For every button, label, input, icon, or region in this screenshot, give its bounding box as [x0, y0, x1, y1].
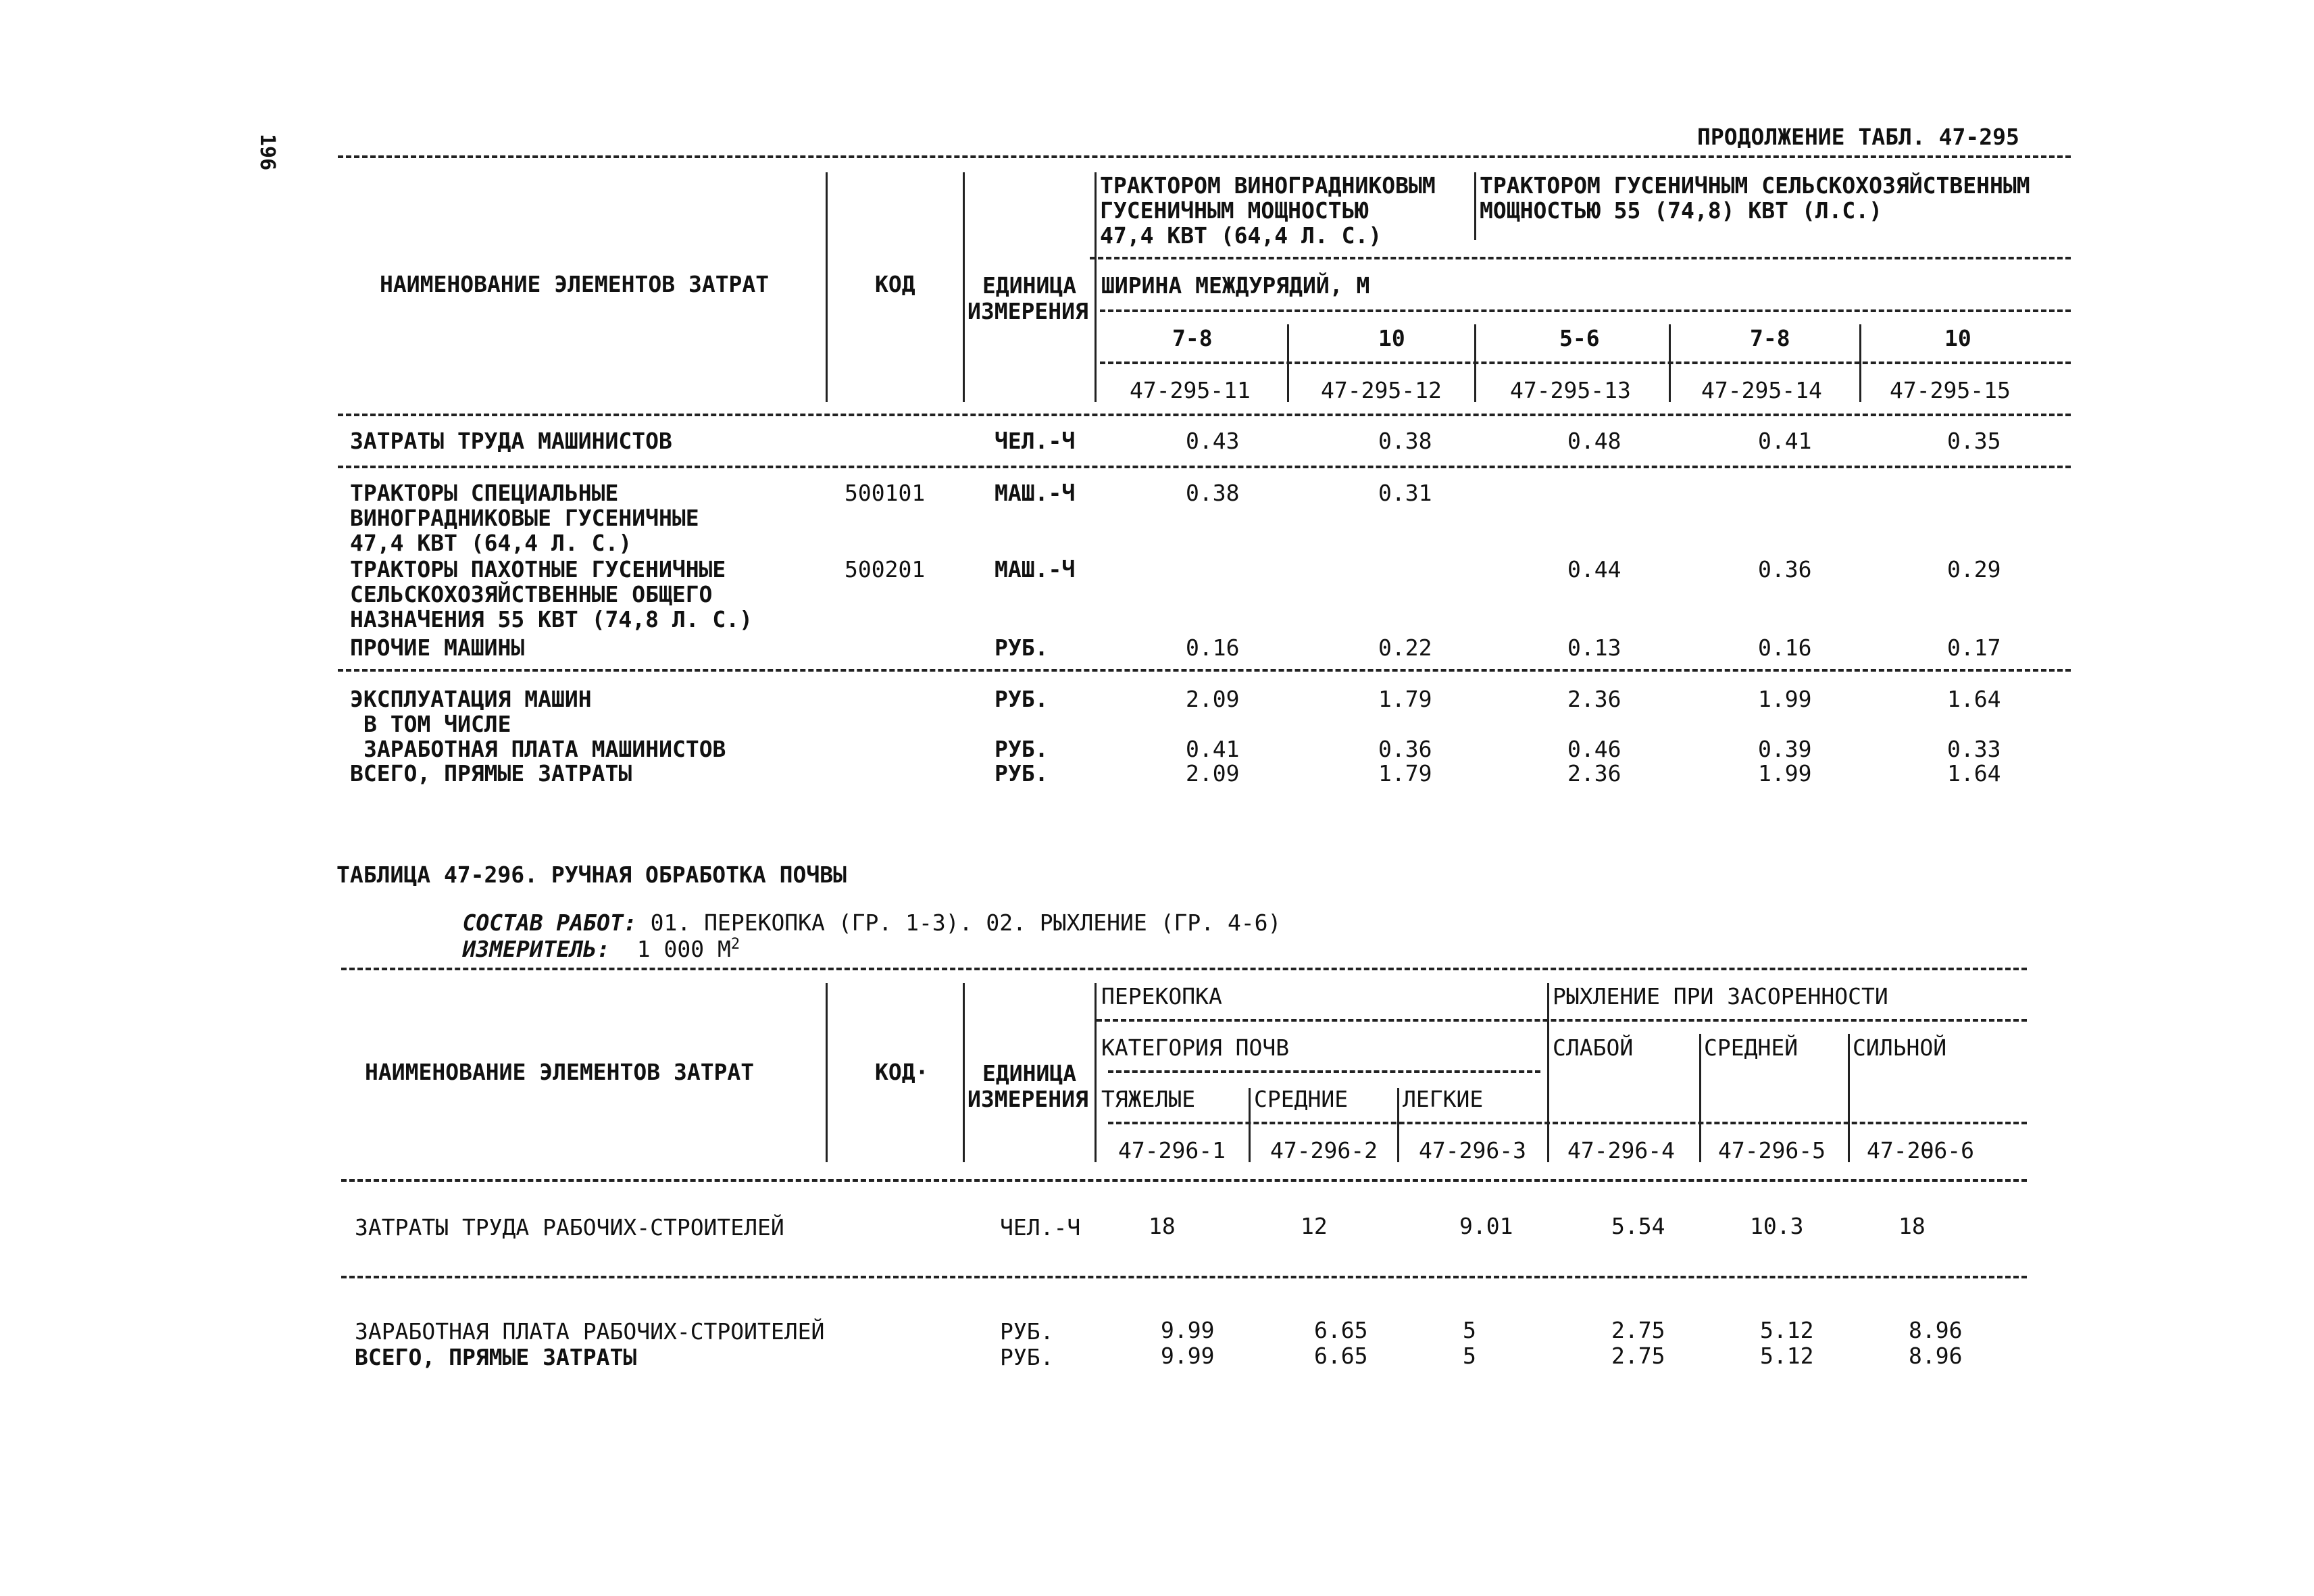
t2-group1: ПЕРЕКОПКА: [1101, 983, 1222, 1009]
t2-sostav-text: 01. ПЕРЕКОПКА (ГР. 1-3). 02. РЫХЛЕНИЕ (ГР. 4-6): [636, 909, 1282, 936]
t1-width-col5: 10: [1944, 325, 1971, 351]
t1-code-col1: 47-295-11: [1130, 377, 1251, 403]
t1-group2-line1: ТРАКТОРОМ ГУСЕНИЧНЫМ СЕЛЬСКОХОЗЯЙСТВЕННЫМ: [1480, 172, 2030, 199]
t1-code-col5: 47-295-15: [1890, 377, 2011, 403]
t2-soil-heavy: ТЯЖЕЛЫЕ: [1101, 1086, 1196, 1112]
t1-group1-line1: ТРАКТОРОМ ВИНОГРАДНИКОВЫМ: [1100, 172, 1436, 199]
t2-weed-strong: СИЛЬНОЙ: [1853, 1034, 1947, 1061]
t2-izm-sup: 2: [730, 936, 740, 953]
t1-group1-line3: 47,4 КВТ (64,4 Л. С.): [1100, 222, 1382, 249]
continuation-caption: ПРОДОЛЖЕНИЕ ТАБЛ. 47-295: [1697, 124, 2019, 150]
t1-header-name: НАИМЕНОВАНИЕ ЭЛЕМЕНТОВ ЗАТРАТ: [380, 271, 770, 297]
t1-header-unit-1: ЕДИНИЦА: [982, 272, 1077, 299]
t1-width-col1: 7-8: [1172, 325, 1213, 351]
t2-header-code: КОД·: [875, 1059, 929, 1085]
t2-izm-text: 1 000 М: [610, 936, 731, 962]
t1-width-col2: 10: [1378, 325, 1405, 351]
t2-weed-weak: СЛАБОЙ: [1553, 1034, 1634, 1061]
t2-code-col5: 47-296-5: [1718, 1137, 1826, 1164]
t2-code-col4: 47-296-4: [1567, 1137, 1675, 1164]
t2-header-unit-2: ИЗМЕРЕНИЯ: [967, 1086, 1088, 1112]
t1-header-code: КОД: [875, 271, 915, 297]
t1-header-unit-2: ИЗМЕРЕНИЯ: [967, 298, 1088, 324]
t2-code-col2: 47-296-2: [1270, 1137, 1378, 1164]
t2-title: ТАБЛИЦА 47-296. РУЧНАЯ ОБРАБОТКА ПОЧВЫ: [336, 862, 847, 888]
t2-header-unit-1: ЕДИНИЦА: [982, 1060, 1077, 1087]
t1-width-col4: 7-8: [1750, 325, 1790, 351]
t2-code-col1: 47-296-1: [1118, 1137, 1226, 1164]
t2-soil-category: КАТЕГОРИЯ ПОЧВ: [1101, 1034, 1290, 1061]
t1-group1-line2: ГУСЕНИЧНЫМ МОЩНОСТЬЮ: [1100, 197, 1369, 224]
t2-code-col3: 47-296-3: [1419, 1137, 1526, 1164]
t1-group2-line2: МОЩНОСТЬЮ 55 (74,8) КВТ (Л.С.): [1480, 197, 1883, 224]
t2-sostav-label: СОСТАВ РАБОТ:: [462, 909, 637, 936]
t2-group2: РЫХЛЕНИЕ ПРИ ЗАСОРЕННОСТИ: [1553, 983, 1888, 1009]
t2-soil-light: ЛЕГКИЕ: [1403, 1086, 1484, 1112]
t1-including: В ТОМ ЧИСЛЕ: [363, 711, 511, 737]
t1-width-col3: 5-6: [1559, 325, 1600, 351]
t1-width-label: ШИРИНА МЕЖДУРЯДИЙ, М: [1101, 272, 1370, 299]
t2-code-col6: 47-2Ѳ6-6: [1867, 1137, 1974, 1164]
t2-weed-medium: СРЕДНЕЙ: [1704, 1034, 1799, 1061]
t1-code-col4: 47-295-14: [1701, 377, 1822, 403]
t2-izm-label: ИЗМЕРИТЕЛЬ:: [462, 936, 611, 962]
t1-code-col3: 47-295-13: [1510, 377, 1631, 403]
t2-soil-medium: СРЕДНИЕ: [1254, 1086, 1349, 1112]
t2-header-name: НАИМЕНОВАНИЕ ЭЛЕМЕНТОВ ЗАТРАТ: [365, 1059, 755, 1085]
t1-code-col2: 47-295-12: [1321, 377, 1442, 403]
page-number: 196: [255, 134, 279, 171]
